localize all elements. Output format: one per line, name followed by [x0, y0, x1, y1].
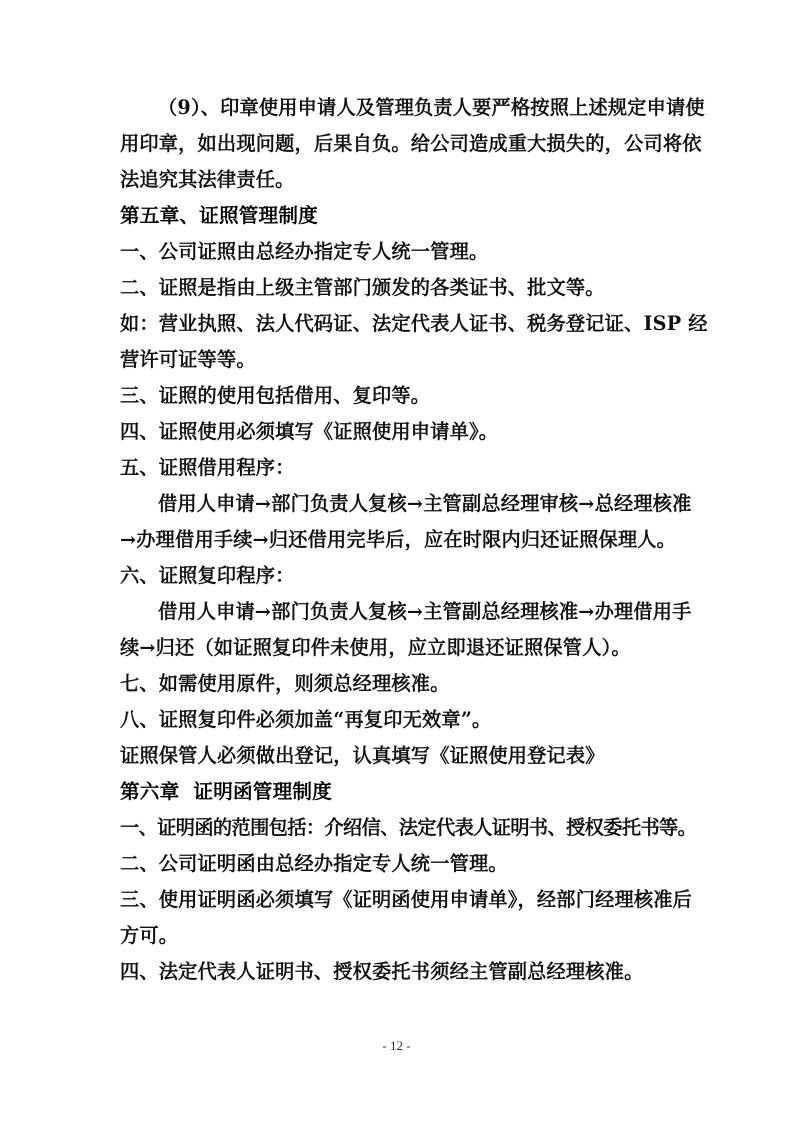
paragraph-line: 法追究其法律责任。 — [120, 168, 295, 191]
paragraph-line: 用印章，如出现问题，后果自负。给公司造成重大损失的，公司将依 — [120, 132, 702, 155]
list-item: 四、法定代表人证明书、授权委托书须经主管副总经理核准。 — [120, 960, 644, 983]
list-item: 一、公司证照由总经办指定专人统一管理。 — [120, 240, 489, 263]
chapter-heading-5: 第五章、证照管理制度 — [120, 204, 318, 227]
page-body — [120, 90, 708, 990]
list-item: 四、证照使用必须填写《证照使用申请单》。 — [120, 420, 499, 443]
procedure-line: 续→归还（如证照复印件未使用，应立即退还证照保管人）。 — [120, 636, 631, 659]
list-item: 八、证照复印件必须加盖“再复印无效章”。 — [120, 708, 492, 731]
list-item: 三、证照的使用包括借用、复印等。 — [120, 384, 431, 407]
paragraph-line: （9）、印章使用申请人及管理负责人要严格按照上述规定申请使 — [158, 96, 705, 119]
list-item: 五、证照借用程序： — [120, 456, 295, 479]
procedure-line: 借用人申请→部门负责人复核→主管副总经理审核→总经理核准 — [158, 492, 692, 515]
paragraph-line: 如：营业执照、法人代码证、法定代表人证书、税务登记证、ISP 经 — [120, 312, 708, 335]
list-item: 六、证照复印程序： — [120, 564, 295, 587]
list-item: 七、如需使用原件，则须总经理核准。 — [120, 672, 450, 695]
list-item: 二、公司证明函由总经办指定专人统一管理。 — [120, 852, 508, 875]
list-item: 二、证照是指由上级主管部门颁发的各类证书、批文等。 — [120, 276, 605, 299]
list-item: 证照保管人必须做出登记，认真填写《证照使用登记表》 — [120, 744, 605, 767]
paragraph-line: 三、使用证明函必须填写《证明函使用申请单》，经部门经理核准后 — [120, 888, 693, 911]
procedure-line: →办理借用手续→归还借用完毕后，应在时限内归还证照保理人。 — [120, 528, 677, 551]
paragraph-line: 营许可证等等。 — [120, 348, 256, 371]
procedure-line: 借用人申请→部门负责人复核→主管副总经理核准→办理借用手 — [158, 600, 692, 623]
list-item: 一、证明函的范围包括：介绍信、法定代表人证明书、授权委托书等。 — [120, 816, 697, 839]
paragraph-line: 方可。 — [120, 924, 179, 947]
page-number: - 12 - — [382, 1038, 411, 1053]
chapter-heading-6: 第六章 证明函管理制度 — [120, 780, 332, 803]
